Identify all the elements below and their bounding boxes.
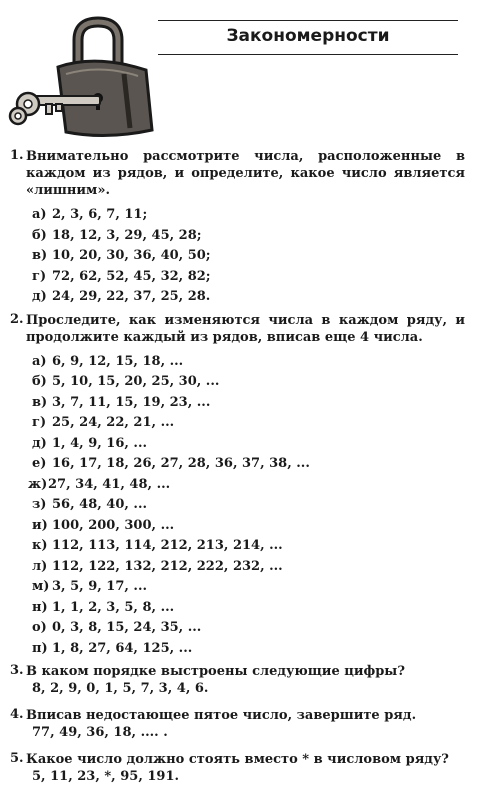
list-item bbox=[32, 557, 479, 578]
padlock-icon bbox=[6, 12, 156, 142]
item-text: 27, 34, 41, 48, ... bbox=[48, 476, 171, 492]
item-letter: б) bbox=[32, 374, 47, 389]
list-item bbox=[32, 267, 479, 288]
item-text: 16, 17, 18, 26, 27, 28, 36, 37, 38, ... bbox=[52, 456, 310, 471]
item-letter: д) bbox=[32, 435, 47, 451]
item-letter: г) bbox=[32, 415, 47, 430]
item-text: 1, 8, 27, 64, 125, ... bbox=[52, 640, 193, 656]
page-title: Закономерности bbox=[226, 26, 390, 46]
item-text: 6, 9, 12, 15, 18, ... bbox=[52, 353, 184, 369]
task-number: 1. bbox=[10, 148, 24, 163]
item-letter: г) bbox=[32, 268, 47, 284]
list-item bbox=[32, 495, 479, 516]
item-letter: а) bbox=[32, 353, 47, 369]
item-letter: н) bbox=[32, 599, 48, 615]
item-letter: ж) bbox=[28, 476, 48, 492]
task-3 bbox=[0, 663, 479, 697]
list-item bbox=[32, 454, 479, 475]
item-letter: а) bbox=[32, 207, 47, 222]
list-item bbox=[32, 226, 479, 247]
title-rule-top bbox=[158, 20, 458, 21]
page-header bbox=[0, 0, 479, 145]
list-item bbox=[32, 577, 479, 598]
task-text: Вписав недостающее пятое число, завершите ряд. bbox=[26, 708, 417, 723]
task-1 bbox=[0, 148, 479, 308]
item-letter: л) bbox=[32, 558, 48, 574]
item-letter: и) bbox=[32, 517, 48, 533]
list-item bbox=[32, 393, 479, 414]
task-text: В каком порядке выстроены следующие цифры? bbox=[26, 664, 405, 679]
item-text: 3, 7, 11, 15, 19, 23, ... bbox=[52, 394, 211, 410]
item-letter: д) bbox=[32, 289, 47, 304]
list-item bbox=[32, 639, 479, 660]
list-item bbox=[32, 246, 479, 267]
list-item bbox=[32, 352, 479, 373]
item-letter: п) bbox=[32, 640, 48, 656]
list-item bbox=[32, 205, 479, 226]
item-text: 3, 5, 9, 17, ... bbox=[52, 579, 148, 594]
list-item bbox=[32, 516, 479, 537]
list-item bbox=[32, 536, 479, 557]
task-number: 5. bbox=[10, 751, 24, 766]
item-letter: о) bbox=[32, 620, 47, 635]
task-sequence: 5, 11, 23, *, 95, 191. bbox=[32, 769, 180, 784]
item-text: 5, 10, 15, 20, 25, 30, ... bbox=[52, 374, 220, 389]
item-text: 112, 113, 114, 212, 213, 214, ... bbox=[52, 538, 283, 553]
task-sequence: 77, 49, 36, 18, .... . bbox=[32, 725, 168, 740]
item-letter: к) bbox=[32, 538, 48, 553]
item-text: 112, 122, 132, 212, 222, 232, ... bbox=[52, 558, 283, 574]
task-5 bbox=[0, 751, 479, 785]
task-sequence: 8, 2, 9, 0, 1, 5, 7, 3, 4, 6. bbox=[32, 681, 209, 696]
item-letter: в) bbox=[32, 248, 48, 263]
task-2-items bbox=[28, 352, 479, 660]
item-text: 24, 29, 22, 37, 25, 28. bbox=[52, 289, 211, 304]
item-letter: в) bbox=[32, 394, 48, 410]
item-text: 2, 3, 6, 7, 11; bbox=[52, 207, 148, 222]
task-list bbox=[0, 148, 479, 789]
item-letter: з) bbox=[32, 497, 47, 512]
list-item bbox=[28, 475, 479, 496]
task-number: 4. bbox=[10, 707, 24, 722]
title-rule-bottom bbox=[158, 54, 458, 55]
list-item bbox=[32, 598, 479, 619]
item-text: 18, 12, 3, 29, 45, 28; bbox=[52, 227, 202, 243]
task-4 bbox=[0, 707, 479, 741]
task-number: 2. bbox=[10, 311, 24, 327]
task-text: Какое число должно стоять вместо * в числовом ряду? bbox=[26, 752, 449, 767]
item-letter: б) bbox=[32, 227, 47, 243]
task-2 bbox=[0, 312, 479, 660]
list-item bbox=[32, 287, 479, 308]
list-item bbox=[32, 618, 479, 639]
item-text: 1, 1, 2, 3, 5, 8, ... bbox=[52, 599, 175, 615]
task-text: Внимательно рассмотрите числа, расположенные в каждом из рядов, и определите, какое число является «лишним». bbox=[26, 149, 465, 198]
item-text: 25, 24, 22, 21, ... bbox=[52, 415, 175, 430]
task-text: Проследите, как изменяются числа в каждом ряду, и продолжите каждый из рядов, вписав еще 4 числа. bbox=[26, 312, 465, 345]
item-text: 100, 200, 300, ... bbox=[52, 517, 175, 533]
task-number: 3. bbox=[10, 663, 24, 678]
item-letter: м) bbox=[32, 579, 50, 594]
item-letter: е) bbox=[32, 456, 47, 471]
list-item bbox=[32, 413, 479, 434]
list-item bbox=[32, 372, 479, 393]
item-text: 10, 20, 30, 36, 40, 50; bbox=[52, 248, 211, 263]
item-text: 0, 3, 8, 15, 24, 35, ... bbox=[52, 620, 202, 635]
item-text: 56, 48, 40, ... bbox=[52, 497, 148, 512]
item-text: 1, 4, 9, 16, ... bbox=[52, 435, 148, 451]
list-item bbox=[32, 434, 479, 455]
item-text: 72, 62, 52, 45, 32, 82; bbox=[52, 268, 211, 284]
task-1-items bbox=[32, 205, 479, 308]
